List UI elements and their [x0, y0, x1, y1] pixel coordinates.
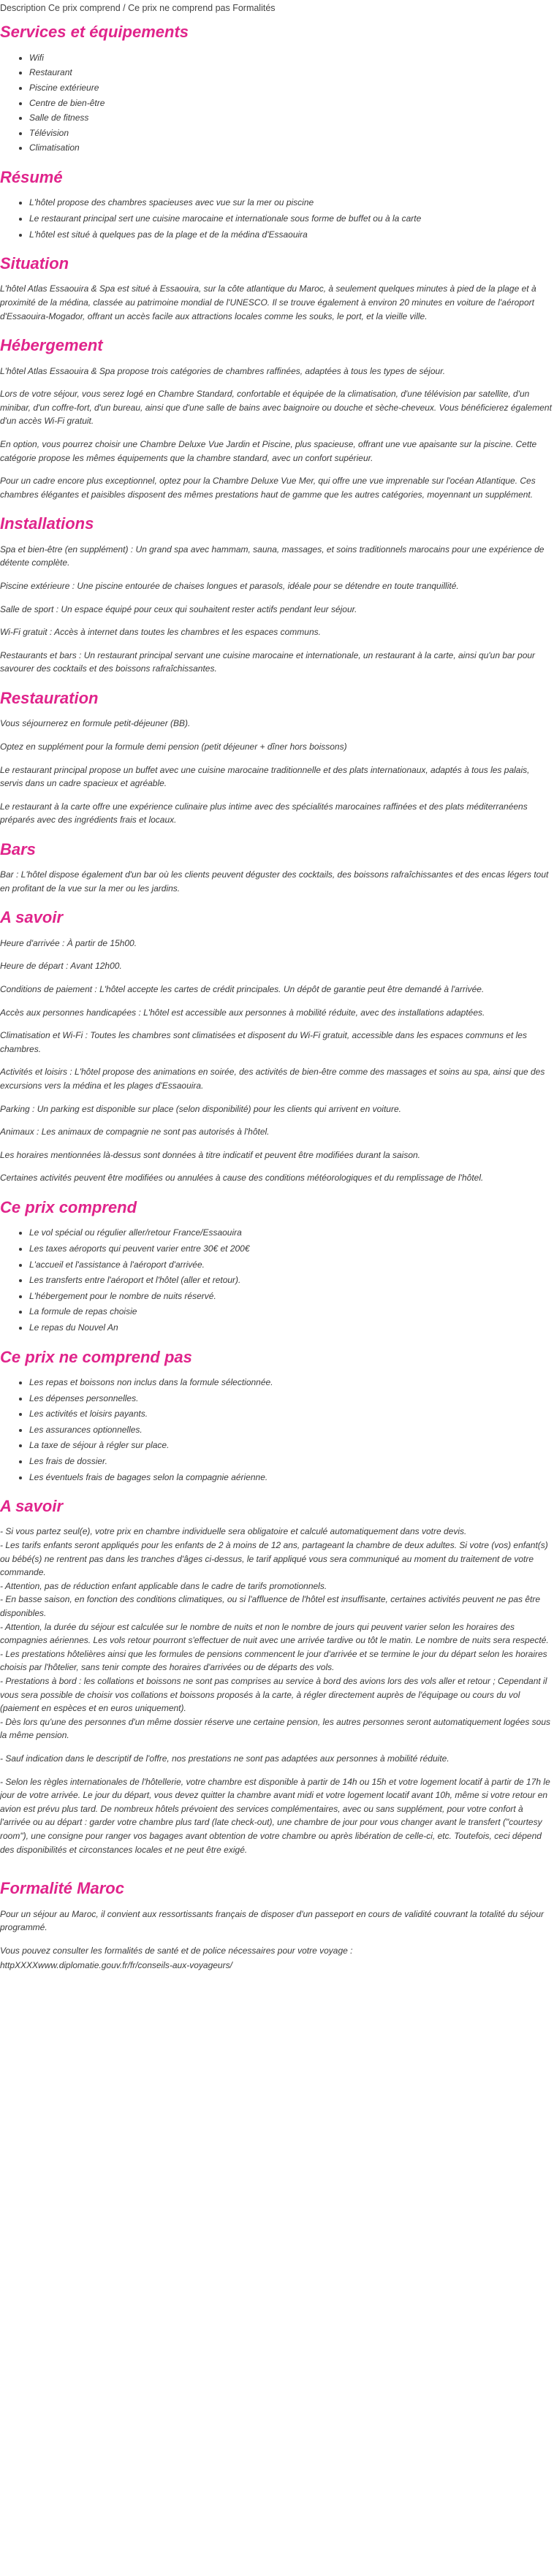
paragraph: - Selon les règles internationales de l'hôtellerie, votre chambre est disponible à partir de 14h ou 15h et votre logement locatif à partir de 17h le jour de votre arrivée. Le jour du départ, vous devez quitter la chambre avant midi et votre logement locatif avant 10h, même si votre retour en avion est prévu plus tard. De nombreux hôtels prévoient des services complémentaires, avec ou sans supplément, pour votre confort à l'arrivée ou au départ : garder votre chambre plus tard (late check-out), une chambre de jour pour vous changer avant le transfert ("courtesy room"), une consigne pour ranger vos bagages avant obtention de votre chambre ou après libération de celle-ci, etc. Toutefois, ceci dépend des disponibilités et circonstances locales et ne peut être exigé. — [0, 1776, 550, 1855]
list-item: • L'accueil et l'assistance à l'aéroport d'arrivée. — [29, 1258, 554, 1272]
list-item: • Les frais de dossier. — [29, 1455, 554, 1468]
paragraph: Salle de sport : Un espace équipé pour ceux qui souhaitent rester actifs pendant leur séjour. — [0, 603, 357, 614]
section-title-prix-ne-comprend: Ce prix ne comprend pas — [0, 1347, 192, 1366]
section-a-savoir-2 — [0, 1497, 554, 1866]
prix-comprend-list — [0, 1226, 554, 1334]
paragraph: L'hôtel Atlas Essaouira & Spa est situé à Essaouira, sur la côte atlantique du Maroc, à seulement quelques minutes à pied de la plage et à proximité de la médina, classée au patrimoine mondial de l'UNESCO. Il se trouve également à environ 20 minutes en voiture de l'aéroport d'Essaouira-Mogador, offrant un accès facile aux attractions locales comme les souks, le port, et la vieille ville. — [0, 283, 536, 321]
section-installations — [0, 514, 554, 676]
paragraph: - En basse saison, en fonction des conditions climatiques, ou si l'affluence de l'hôtel est insuffisante, certaines activités peuvent ne pas être disponibles. — [0, 1594, 541, 1619]
services-list — [0, 51, 554, 155]
spacer — [0, 1742, 554, 1752]
list-item: • Wifi — [29, 51, 554, 65]
resume-list — [0, 196, 554, 241]
paragraph: Heure d'arrivée : À partir de 15h00. — [0, 937, 137, 948]
list-item: • Les éventuels frais de bagages selon la compagnie aérienne. — [29, 1471, 554, 1485]
list-item: • Salle de fitness — [29, 111, 554, 125]
breadcrumb[interactable]: Description Ce prix comprend / Ce prix ne comprend pas Formalités — [0, 3, 276, 13]
list-item: • Les activités et loisirs payants. — [29, 1407, 554, 1421]
section-services — [0, 23, 554, 155]
section-hebergement — [0, 336, 554, 501]
list-item: • Les transferts entre l'aéroport et l'hôtel (aller et retour). — [29, 1273, 554, 1287]
paragraph: Optez en supplément pour la formule demi pension (petit déjeuner + dîner hors boissons) — [0, 741, 347, 752]
spacer — [0, 1766, 554, 1775]
list-item: • Le vol spécial ou régulier aller/retour France/Essaouira — [29, 1226, 554, 1240]
paragraph: - Attention, pas de réduction enfant applicable dans le cadre de tarifs promotionnels. — [0, 1580, 327, 1591]
paragraph: Bar : L'hôtel dispose également d'un bar où les clients peuvent déguster des cocktails, des boissons rafraîchissantes et des encas légers tout en profitant de la vue sur la mer ou les jardins. — [0, 869, 549, 893]
paragraph: Activités et loisirs : L'hôtel propose des animations en soirée, des activités de bien-être comme des massages et soins au spa, ainsi que des excursions vers la médina et les plages d'Essaouira. — [0, 1067, 545, 1091]
section-formalite — [0, 1879, 554, 1973]
section-title-bars: Bars — [0, 839, 36, 858]
paragraph: - Si vous partez seul(e), votre prix en chambre individuelle sera obligatoire et calculé automatiquement dans votre devis. — [0, 1526, 467, 1537]
paragraph: Le restaurant à la carte offre une expérience culinaire plus intime avec des spécialités marocaines raffinées et des plats méditerranéens préparés avec des ingrédients frais et locaux. — [0, 801, 528, 826]
paragraph: Piscine extérieure : Une piscine entourée de chaises longues et parasols, idéale pour se détendre en toute tranquillité. — [0, 580, 459, 591]
section-bars — [0, 840, 554, 896]
paragraph: Les horaires mentionnées là-dessus sont données à titre indicatif et peuvent être modifiées durant la saison. — [0, 1149, 421, 1160]
paragraph: - Prestations à bord : les collations et boissons ne sont pas comprises au service à bord des avions lors des vols aller et retour ; Cependant il vous sera possible de choisir vos collations et boissons proposés à la carte, à régler directement auprès de l'équipage ou cours du vol (paiement en espèces et en euros uniquement). — [0, 1676, 547, 1714]
section-situation — [0, 254, 554, 323]
list-item: • Télévision — [29, 126, 554, 140]
paragraph: Parking : Un parking est disponible sur place (selon disponibilité) pour les clients qui arrivent en voiture. — [0, 1103, 401, 1114]
list-item: • Piscine extérieure — [29, 81, 554, 95]
list-item: • Les assurances optionnelles. — [29, 1423, 554, 1437]
section-title-prix-comprend: Ce prix comprend — [0, 1198, 137, 1216]
section-title-situation: Situation — [0, 254, 69, 273]
section-prix-ne-comprend — [0, 1348, 554, 1485]
section-title-installations: Installations — [0, 514, 94, 533]
section-title-a-savoir: A savoir — [0, 908, 64, 927]
diplomatie-link[interactable]: httpXXXXwww.diplomatie.gouv.fr/fr/conseils-aux-voyageurs/ — [0, 1960, 232, 1971]
paragraph: L'hôtel Atlas Essaouira & Spa propose trois catégories de chambres raffinées, adaptées à tous les types de séjour. — [0, 365, 446, 376]
paragraph: - Attention, la durée du séjour est calculée sur le nombre de nuits et non le nombre de jours qui peuvent varier selon les horaires des compagnies aériennes. Les vols retour pourront s'effectuer de nuit avec une arrivée tardive ou tôt le matin. Le nombre de nuits sera respecté. — [0, 1621, 549, 1646]
list-item: • L'hôtel est situé à quelques pas de la plage et de la médina d'Essaouira — [29, 228, 554, 242]
paragraph: Conditions de paiement : L'hôtel accepte les cartes de crédit principales. Un dépôt de garantie peut être demandé à l'arrivée. — [0, 984, 485, 995]
paragraph: Accès aux personnes handicapées : L'hôtel est accessible aux personnes à mobilité réduite, avec des installations adaptées. — [0, 1007, 485, 1018]
paragraph: Vous séjournerez en formule petit-déjeuner (BB). — [0, 718, 191, 729]
paragraph: Pour un cadre encore plus exceptionnel, optez pour la Chambre Deluxe Vue Mer, qui offre une vue imprenable sur l'océan Atlantique. Ces chambres élégantes et paisibles disposent des mêmes prestations haut de gamme que les autres catégories, moyennant un supplément. — [0, 476, 536, 500]
paragraph: Heure de départ : Avant 12h00. — [0, 961, 122, 972]
list-item: • Les taxes aéroports qui peuvent varier entre 30€ et 200€ — [29, 1242, 554, 1256]
prix-ne-comprend-list — [0, 1376, 554, 1484]
paragraph: Lors de votre séjour, vous serez logé en Chambre Standard, confortable et équipée de la climatisation, d'une télévision par satellite, d'un minibar, d'un coffre-fort, d'un bureau, ainsi que d'une salle de bains avec baignoire ou douche et sèche-cheveux. Vous bénéficierez également d'un accès Wi-Fi gratuit. — [0, 389, 552, 427]
paragraph: En option, vous pourrez choisir une Chambre Deluxe Vue Jardin et Piscine, plus spacieuse, offrant une vue apaisante sur la piscine. Cette catégorie propose les mêmes équipements que la chambre standard, avec un confort supérieur. — [0, 439, 537, 463]
list-item: • Centre de bien-être — [29, 96, 554, 110]
list-item: • Restaurant — [29, 66, 554, 80]
paragraph: - Les prestations hôtelières ainsi que les formules de pensions commencent le jour d'arrivée et se termine le jour du départ selon les horaires choisis par l'hôtelier, sans tenir compte des horaires d'arrivées ou de départs des vols. — [0, 1648, 547, 1673]
section-prix-comprend — [0, 1198, 554, 1335]
section-resume — [0, 168, 554, 241]
paragraph: Certaines activités peuvent être modifiées ou annulées à cause des conditions météorologiques et du remplissage de l'hôtel. — [0, 1173, 484, 1184]
section-title-services: Services et équipements — [0, 23, 189, 42]
list-item: • Le restaurant principal sert une cuisine marocaine et internationale sous forme de buffet ou à la carte — [29, 212, 554, 226]
paragraph: Restaurants et bars : Un restaurant principal servant une cuisine marocaine et internationale, un restaurant à la carte, ainsi qu'un bar pour savourer des cocktails et des boissons rafraîchissantes. — [0, 649, 536, 674]
section-title-a-savoir-2: A savoir — [0, 1497, 64, 1516]
paragraph: Vous pouvez consulter les formalités de santé et de police nécessaires pour votre voyage : — [0, 1945, 353, 1956]
list-item: • Les repas et boissons non inclus dans la formule sélectionnée. — [29, 1376, 554, 1390]
spacer — [0, 1856, 554, 1866]
section-title-resume: Résumé — [0, 167, 63, 186]
list-item: • La taxe de séjour à régler sur place. — [29, 1438, 554, 1452]
paragraph: Animaux : Les animaux de compagnie ne sont pas autorisés à l'hôtel. — [0, 1127, 270, 1138]
section-restauration — [0, 689, 554, 827]
paragraph: Climatisation et Wi-Fi : Toutes les chambres sont climatisées et disposent du Wi-Fi gratuit, accessible dans les espaces communs et les chambres. — [0, 1030, 527, 1054]
section-title-restauration: Restauration — [0, 688, 99, 707]
paragraph: Pour un séjour au Maroc, il convient aux ressortissants français de disposer d'un passeport en cours de validité couvrant la totalité du séjour programmé. — [0, 1908, 544, 1933]
list-item: • L'hôtel propose des chambres spacieuses avec vue sur la mer ou piscine — [29, 196, 554, 210]
paragraph: - Les tarifs enfants seront appliqués pour les enfants de 2 à moins de 12 ans, partageant la chambre de deux adultes. Si votre (vos) enfant(s) ou bébé(s) ne rentrent pas dans les tranches d'âges ci-dessus, le tarif appliqué vous sera communiqué au moment du traitement de votre commande. — [0, 1540, 548, 1578]
list-item: • La formule de repas choisie — [29, 1305, 554, 1319]
paragraph: Spa et bien-être (en supplément) : Un grand spa avec hammam, sauna, massages, et soins traditionnels marocains pour une expérience de détente complète. — [0, 544, 544, 568]
list-item: • L'hébergement pour le nombre de nuits réservé. — [29, 1289, 554, 1303]
list-item: • Climatisation — [29, 141, 554, 155]
paragraph: Wi-Fi gratuit : Accès à internet dans toutes les chambres et les espaces communs. — [0, 627, 321, 638]
paragraph: - Dès lors qu'une des personnes d'un même dossier réserve une certaine pension, les autres personnes seront automatiquement logées sous la même pension. — [0, 1716, 551, 1741]
section-title-formalite: Formalité Maroc — [0, 1879, 124, 1898]
list-item: • Le repas du Nouvel An — [29, 1321, 554, 1335]
section-a-savoir — [0, 908, 554, 1185]
paragraph: Le restaurant principal propose un buffet avec une cuisine marocaine traditionnelle et des plats internationaux, adaptés à tous les palais, servis dans un cadre spacieux et agréable. — [0, 764, 530, 789]
section-title-hebergement: Hébergement — [0, 336, 103, 355]
list-item: • Les dépenses personnelles. — [29, 1392, 554, 1406]
paragraph: - Sauf indication dans le descriptif de l'offre, nos prestations ne sont pas adaptées aux personnes à mobilité réduite. — [0, 1753, 449, 1764]
